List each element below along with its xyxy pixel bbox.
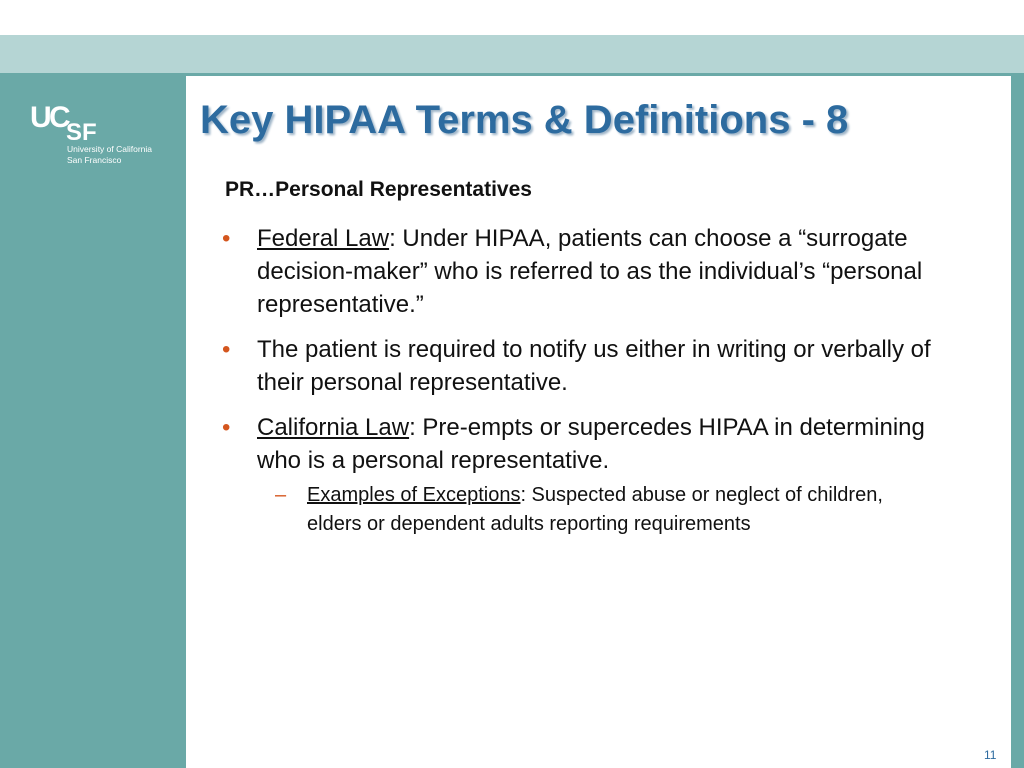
right-edge-bar: [1011, 76, 1024, 768]
sub-bullet-list: [257, 481, 887, 539]
bullet-text-california-law: : Pre-empts or supercedes HIPAA in determining who is a personal representative.: [257, 414, 925, 474]
logo-letter-s: S: [66, 119, 83, 140]
ucsf-logo: [30, 100, 170, 170]
page-number: 11: [984, 748, 997, 762]
bullet-item-federal-law: [222, 222, 932, 321]
bullet-item-notify: [222, 333, 932, 399]
slide-subtitle: PR…Personal Representatives: [225, 178, 532, 201]
logo-letter-c: C: [49, 101, 71, 134]
slide-title: Key HIPAA Terms & Definitions - 8: [200, 98, 849, 142]
bullet-label-california-law: California Law: [257, 414, 410, 441]
sub-bullet-text-exceptions: : Suspected abuse or neglect of children, elders or dependent adults reporting requirements: [307, 484, 883, 535]
logo-university-name: University of California: [67, 144, 153, 154]
bullet-label-federal-law: Federal Law: [257, 225, 390, 252]
top-band: [0, 35, 1024, 73]
logo-letter-u: U: [30, 101, 52, 134]
bullet-item-california-law: [222, 411, 932, 539]
left-sidebar-bar: [0, 76, 186, 768]
sub-bullet-label-exceptions: Examples of Exceptions: [307, 484, 521, 506]
bullet-list: [222, 222, 932, 551]
bullet-text-notify: The patient is required to notify us either in writing or verbally of their personal representative.: [257, 336, 931, 396]
ucsf-logo-mark: [30, 100, 110, 140]
bullet-text-federal-law: : Under HIPAA, patients can choose a “surrogate decision-maker” who is referred to as the individual’s “personal representative.”: [257, 225, 923, 318]
sub-bullet-item-exceptions: [257, 481, 887, 539]
logo-letter-f: F: [82, 119, 97, 140]
logo-campus-name: San Francisco: [67, 155, 122, 165]
